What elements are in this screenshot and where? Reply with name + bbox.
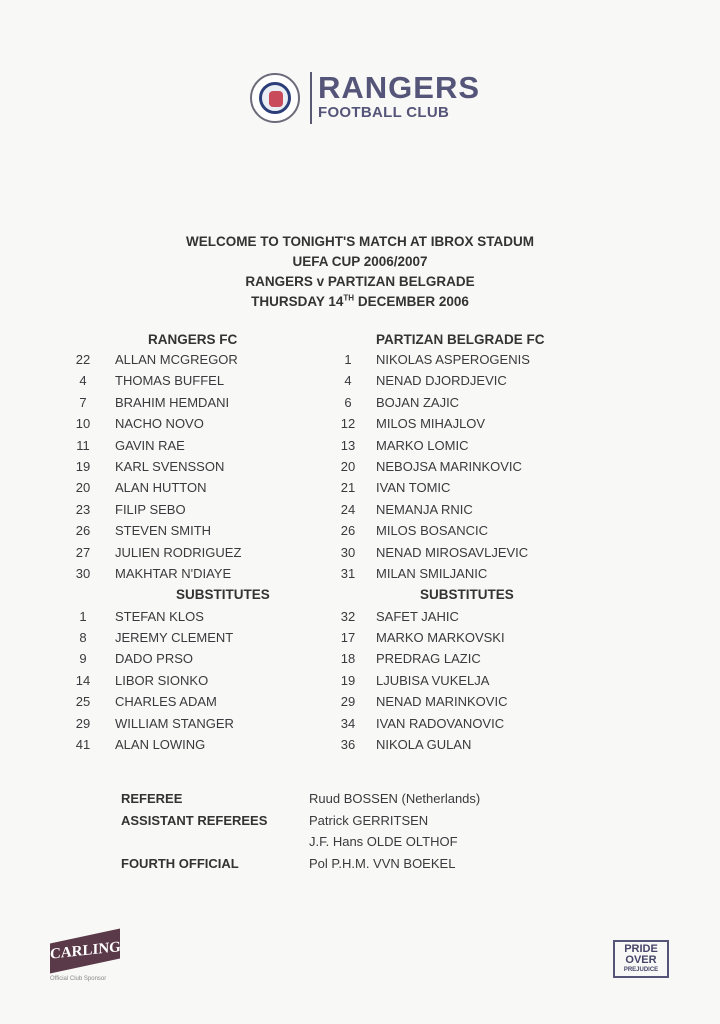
official-role: ASSISTANT REFEREES [121,812,268,828]
player-name: MILOS MIHAJLOV [376,416,486,432]
away-lineup [330,349,530,755]
shirt-number: 9 [79,651,87,667]
player-row [66,349,270,370]
shirt-number: 17 [340,630,356,646]
match-header [0,232,720,312]
official-row [121,810,480,832]
shirt-number: 22 [75,352,91,367]
player-name: THOMAS BUFFEL [115,373,225,389]
rangers-crest-icon [250,73,300,123]
official-row [121,831,480,853]
player-name: STEFAN KLOS [115,608,204,624]
shirt-number: 20 [340,458,356,474]
shirt-number: 19 [340,672,356,688]
date-sup: TH [343,293,355,303]
shirt-number: 6 [344,394,352,410]
player-name: NENAD DJORDJEVIC [376,373,507,389]
fixture-line: RANGERS v PARTIZAN BELGRADE [245,274,475,289]
official-row [121,853,480,875]
home-lineup [66,349,270,755]
shirt-number: 41 [75,737,91,753]
official-name: Pol P.H.M. VVN BOEKEL [309,855,456,871]
shirt-number: 11 [76,437,90,453]
player-name: ALAN HUTTON [115,480,207,496]
shirt-number: 13 [340,437,356,453]
sub-row [66,734,270,755]
player-name: NIKOLAS ASPEROGENIS [376,352,530,367]
shirt-number: 18 [340,651,356,667]
sub-row [66,606,270,627]
shirt-number: 32 [340,608,356,624]
shirt-number: 14 [75,672,91,688]
player-name: CHARLES ADAM [115,694,217,710]
player-name: DADO PRSO [115,651,194,667]
player-name: NACHO NOVO [115,416,204,432]
shirt-number: 29 [75,715,91,731]
player-row [66,499,270,520]
player-row [66,563,270,584]
player-row [330,435,530,456]
player-name: MILOS BOSANCIC [376,523,488,539]
official-name: J.F. Hans OLDE OLTHOF [309,834,458,849]
official-role: FOURTH OFFICIAL [121,855,239,871]
player-row [66,542,270,563]
sub-row [66,648,270,669]
player-row [66,477,270,498]
sub-row [330,627,530,648]
shirt-number: 12 [340,416,356,432]
shirt-number: 19 [75,458,91,474]
official-name: Ruud BOSSEN (Netherlands) [309,791,481,806]
welcome-line: WELCOME TO TONIGHT'S MATCH AT IBROX STADUM [186,234,534,249]
match-officials [121,788,480,874]
player-name: ALLAN MCGREGOR [115,352,238,367]
badge-line-3: PREJUDICE [623,967,659,973]
sub-row [66,691,270,712]
sub-row [66,713,270,734]
shirt-number: 31 [340,565,356,581]
shirt-number: 25 [75,694,91,710]
sponsor-tagline: Official Club Sponsor [50,976,107,982]
carling-logo [50,929,120,974]
sub-row [330,606,530,627]
player-row [330,563,530,584]
sponsor-name: CARLING [49,938,121,963]
player-row [330,392,530,413]
player-name: NEBOJSA MARINKOVIC [376,458,522,474]
player-row [66,456,270,477]
badge-line-1: PRIDE [624,943,658,955]
player-name: SAFET JAHIC [376,608,459,624]
official-row [121,788,480,810]
player-row [66,413,270,434]
sub-row [66,670,270,691]
date-pre: THURSDAY 14 [251,294,344,309]
player-name: BRAHIM HEMDANI [115,394,230,410]
shirt-number: 26 [340,523,356,539]
logo-wordmark [318,70,481,123]
logo-sub-text: FOOTBALL CLUB [318,104,450,121]
player-row [330,370,530,391]
player-row [330,349,530,370]
pride-over-prejudice-badge [613,940,669,978]
sub-row [330,670,530,691]
player-name: LIBOR SIONKO [115,672,209,688]
player-name: LJUBISA VUKELJA [376,672,490,688]
shirt-number: 34 [340,715,356,731]
sub-row [330,734,530,755]
shirt-number: 24 [340,501,356,517]
player-row [66,520,270,541]
shirt-number: 7 [79,394,87,410]
player-name: MARKO LOMIC [376,437,469,453]
shirt-number: 4 [344,373,352,389]
shirt-number: 4 [79,373,87,389]
shirt-number: 26 [75,523,91,539]
player-name: MILAN SMILJANIC [376,565,488,581]
official-role [121,831,309,853]
sub-row [330,648,530,669]
player-row [330,413,530,434]
player-name: JEREMY CLEMENT [115,630,234,646]
shirt-number: 30 [75,565,91,581]
player-name: NENAD MARINKOVIC [376,694,508,710]
date-post: DECEMBER 2006 [354,294,469,309]
player-name: GAVIN RAE [115,437,185,453]
home-team-title: RANGERS FC [148,332,238,347]
shirt-number: 30 [340,544,356,560]
shirt-number: 29 [340,694,356,710]
competition-line: UEFA CUP 2006/2007 [292,254,428,269]
player-row [330,520,530,541]
club-logo [250,72,480,124]
player-row [66,435,270,456]
player-name: MARKO MARKOVSKI [376,630,505,646]
player-row [66,392,270,413]
logo-main-text: RANGERS [318,70,481,105]
player-name: STEVEN SMITH [115,523,212,539]
official-name: Patrick GERRITSEN [309,812,429,828]
player-name: NEMANJA RNIC [376,501,473,517]
shirt-number: 21 [340,480,356,496]
shirt-number: 8 [79,630,87,646]
shirt-number: 1 [79,608,87,624]
player-name: IVAN RADOVANOVIC [376,715,505,731]
shirt-number: 1 [344,352,352,367]
player-name: WILLIAM STANGER [115,715,234,731]
away-substitutes-title: SUBSTITUTES [420,587,514,603]
home-substitutes-title: SUBSTITUTES [176,587,270,603]
shirt-number: 23 [75,501,91,517]
player-name: MAKHTAR N'DIAYE [115,565,232,581]
player-name: ALAN LOWING [115,737,206,753]
shirt-number: 10 [75,416,91,432]
player-name: PREDRAG LAZIC [376,651,481,667]
away-team-title: PARTIZAN BELGRADE FC [376,332,545,347]
player-name: IVAN TOMIC [376,480,451,496]
badge-line-2: OVER [625,954,657,966]
player-name: NIKOLA GULAN [376,737,472,753]
player-name: BOJAN ZAJIC [376,394,460,410]
official-role: REFEREE [121,791,183,806]
player-row [330,542,530,563]
player-row [330,456,530,477]
date-line [0,292,720,312]
player-row [330,499,530,520]
sub-row [330,691,530,712]
player-name: KARL SVENSSON [115,458,225,474]
player-row [330,477,530,498]
sub-row [330,713,530,734]
player-name: JULIEN RODRIGUEZ [115,544,242,560]
sub-row [66,627,270,648]
shirt-number: 20 [75,480,91,496]
player-name: NENAD MIROSAVLJEVIC [376,544,529,560]
player-row [66,370,270,391]
shirt-number: 36 [340,737,356,753]
player-name: FILIP SEBO [115,501,186,517]
logo-divider [310,72,312,124]
shirt-number: 27 [75,544,91,560]
